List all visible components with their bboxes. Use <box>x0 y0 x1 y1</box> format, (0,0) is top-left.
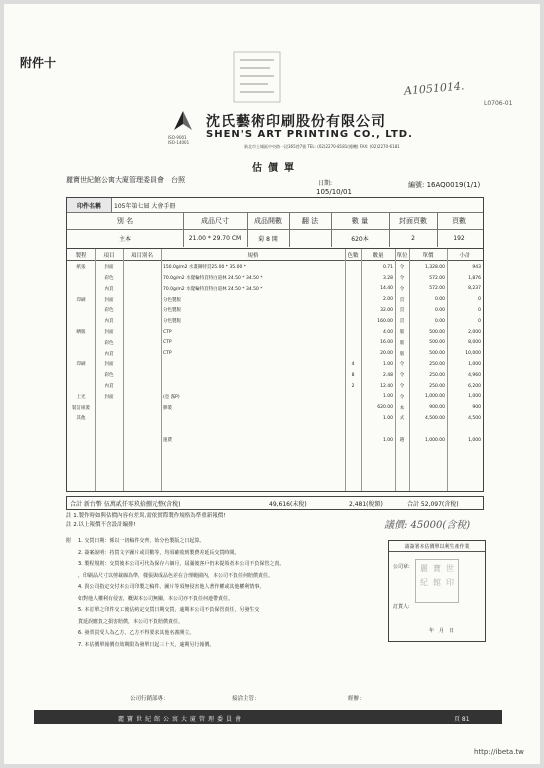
footer-bar <box>34 710 502 724</box>
table-cell: 900.00 <box>429 405 445 411</box>
items-header-cell: 小計 <box>459 252 471 259</box>
job-header-cell: 翻 法 <box>289 213 332 229</box>
term-item: 7. 本估價單報價有效期限為發單日起三十天，逾期另行報價。 <box>78 641 215 648</box>
table-cell <box>125 294 159 305</box>
total-in-words: 合計 新台幣 伍萬貳仟零玖拾捌元整(含稅) <box>70 501 181 508</box>
table-cell <box>125 359 159 370</box>
table-cell: 572.00 <box>429 275 445 281</box>
table-row <box>67 392 483 403</box>
table-cell <box>69 435 93 446</box>
table-row <box>67 413 483 424</box>
job-header-cell: 成品尺寸 <box>183 213 248 229</box>
table-row <box>67 273 483 284</box>
table-cell <box>69 381 93 392</box>
table-cell: 分色製版 <box>163 297 181 303</box>
table-cell <box>97 413 121 424</box>
date-label: 日期: <box>318 180 333 187</box>
job-value-cell: 2 <box>389 230 438 247</box>
table-cell <box>125 327 159 338</box>
table-cell: 封面 <box>104 330 114 336</box>
table-cell <box>125 413 159 424</box>
table-cell <box>347 424 359 435</box>
table-cell: 0.71 <box>382 264 393 270</box>
table-cell: 晒版 <box>76 330 86 336</box>
job-value-cell: 21.00 * 29.70 CM <box>183 230 248 247</box>
table-cell: 900 <box>472 405 481 411</box>
client-name: 麗寶世紀館公寓大廈管理委員會 台照 <box>66 176 185 184</box>
table-cell: 0.00 <box>434 307 445 313</box>
table-cell <box>125 435 159 446</box>
table-cell <box>411 424 445 435</box>
customer-seal-icon <box>415 559 459 603</box>
table-row <box>67 348 483 359</box>
table-cell: 封面 <box>104 362 114 368</box>
table-cell: 令 <box>399 373 405 379</box>
table-cell: 彩色 <box>104 340 114 346</box>
table-cell: 8 <box>351 372 355 378</box>
table-cell: 250.00 <box>429 361 445 367</box>
table-cell: 250.00 <box>429 372 445 378</box>
table-cell: 膠裝 <box>163 405 172 411</box>
job-value-cell: 菊 8 開 <box>247 230 290 247</box>
table-cell: 印刷 <box>76 297 86 303</box>
table-cell: 4.00 <box>382 329 393 335</box>
table-cell: 16.00 <box>380 340 393 346</box>
table-cell: 0 <box>478 307 481 313</box>
table-row <box>67 327 483 338</box>
items-header-cell: 規格 <box>247 252 259 259</box>
table-cell <box>125 284 159 295</box>
table-cell <box>163 370 343 381</box>
table-cell <box>69 348 93 359</box>
items-header-cell: 項目別名 <box>130 252 153 259</box>
table-cell: 封面 <box>104 297 114 303</box>
table-cell: 12.40 <box>380 383 393 389</box>
table-cell <box>97 402 121 413</box>
company-name-zh: 沈氏藝術印刷股份有限公司 <box>206 114 386 130</box>
date-value: 105/10/01 <box>316 188 352 196</box>
table-row <box>67 370 483 381</box>
table-cell: 本 <box>399 405 405 411</box>
table-cell: 70.0g/m2 水覺輪特頁特白道林 24.50 * 34.50 * <box>163 286 263 292</box>
table-cell: 250.00 <box>429 383 445 389</box>
table-cell: 8,237 <box>468 286 481 292</box>
company-address: 新北市土城區中央路一段365巷7號 TEL: (02)2270-8181(總機) FAX: (02)2270-6181 <box>244 144 400 149</box>
handwritten-negotiated-price: 議價: 45000(含稅) <box>384 520 471 531</box>
term-item: 貨延誤應負之損害賠償，本公司不負賠償責任。 <box>78 618 184 625</box>
job-header-cell: 別 名 <box>67 213 184 229</box>
table-cell: 1,876 <box>468 275 481 281</box>
table-cell: 0 <box>478 318 481 324</box>
table-cell: 版 <box>399 330 405 336</box>
table-cell <box>69 273 93 284</box>
table-cell <box>347 348 359 359</box>
table-cell: 分色製版 <box>163 319 181 325</box>
note-2: 註 2.以上報價不含設計編排! <box>66 522 136 528</box>
table-cell: 1.00 <box>382 394 393 400</box>
term-item: 如對他人權利有侵害，概與本公司無關，本公司亦不負任何連帶責任。 <box>78 595 234 602</box>
table-cell: 式 <box>399 416 405 422</box>
seal-char: 印 <box>446 578 454 587</box>
table-cell: 6,200 <box>468 383 481 389</box>
table-cell <box>347 338 359 349</box>
table-cell <box>125 262 159 273</box>
table-row <box>67 435 483 446</box>
seal-char: 紀 <box>420 578 428 587</box>
table-cell <box>69 316 93 327</box>
table-cell: 上光 <box>76 394 86 400</box>
table-cell <box>347 262 359 273</box>
table-cell <box>347 327 359 338</box>
table-cell: 0 <box>478 297 481 303</box>
table-cell: CTP <box>163 351 172 357</box>
table-cell: 內頁 <box>104 286 114 292</box>
table-cell <box>69 284 93 295</box>
table-cell: 1,000.00 <box>424 437 445 443</box>
receipt-stamp-icon <box>232 50 282 104</box>
table-cell: 令 <box>399 384 405 390</box>
table-cell: 內頁 <box>104 384 114 390</box>
table-cell <box>163 424 343 435</box>
term-item: 3. 製程規則：交貨後本公司可代為保存六個月，屆滿後客戶仍未提領者本公司不負保管之責。 <box>78 561 285 567</box>
table-cell <box>347 435 359 446</box>
table-cell: 令 <box>399 394 405 400</box>
table-cell: 0.00 <box>434 297 445 303</box>
table-cell: 70.0g/m2 水覺輪特頁特白道林 24.50 * 34.50 * <box>163 276 263 282</box>
table-cell <box>347 294 359 305</box>
table-cell <box>347 305 359 316</box>
table-cell: 500.00 <box>429 340 445 346</box>
items-header-cell: 單價 <box>422 252 434 259</box>
table-cell <box>125 370 159 381</box>
job-value-cell: 192 <box>453 235 465 242</box>
table-cell: 4,500 <box>468 415 481 421</box>
table-cell: 14.40 <box>380 286 393 292</box>
table-cell <box>69 305 93 316</box>
footer-org: 麗寶世紀館公寓大廈管理委員會 <box>118 716 245 723</box>
seal-char: 世 <box>446 564 454 573</box>
table-row <box>67 359 483 370</box>
table-cell: 1.00 <box>382 415 393 421</box>
table-cell: 封面 <box>104 394 114 400</box>
company-name-en: SHEN'S ART PRINTING CO., LTD. <box>206 129 413 140</box>
table-cell: 500.00 <box>429 351 445 357</box>
table-cell <box>125 392 159 403</box>
table-cell: 572.00 <box>429 286 445 292</box>
table-cell: 彩色 <box>104 308 114 314</box>
table-cell: 1,000 <box>468 394 481 400</box>
table-row <box>67 262 483 273</box>
grand-total: 合計 52,097(含稅) <box>407 501 459 508</box>
table-cell <box>163 413 343 424</box>
term-item: 1. 交貨日期：係以一切稿件交齊，始分色製版之日起算。 <box>78 538 205 544</box>
table-cell: 令 <box>399 265 405 271</box>
job-value-cell: 主本 <box>67 230 184 247</box>
table-cell: 內頁 <box>104 351 114 357</box>
job-value-row <box>67 230 483 247</box>
job-value-cell <box>289 230 332 247</box>
table-cell: 2,000 <box>468 329 481 335</box>
table-row <box>67 316 483 327</box>
table-cell <box>363 424 393 435</box>
table-cell: 1.00 <box>382 361 393 367</box>
table-cell: 20.00 <box>380 351 393 357</box>
document-title: 估價單 <box>252 163 300 174</box>
annex-label: 附件十 <box>20 56 57 70</box>
table-cell: 運費 <box>163 438 172 444</box>
table-cell: 8,000 <box>468 340 481 346</box>
job-info-table <box>66 197 484 249</box>
table-cell <box>347 273 359 284</box>
table-cell: 紙張 <box>76 265 86 271</box>
items-table <box>66 248 484 492</box>
job-header-cell: 數 量 <box>331 213 390 229</box>
handler-sign: 經辦： <box>348 696 365 702</box>
job-header-cell: 頁數 <box>452 217 466 225</box>
table-cell <box>97 435 121 446</box>
term-item: 2. 簽案說明：持貨文字圖片或頁數等，均須確收到製費差延長交貨時間。 <box>78 549 240 556</box>
table-row <box>67 284 483 295</box>
form-code: L0706-01 <box>484 100 513 107</box>
table-cell: 頁 <box>399 297 405 303</box>
table-cell <box>125 305 159 316</box>
job-header-row <box>67 213 483 230</box>
table-cell: 趟 <box>399 438 405 444</box>
table-cell: CTP <box>163 329 172 335</box>
table-cell: 版 <box>399 340 405 346</box>
term-item: 6. 發票買受人為乙方，乙方不得要求其他名義開立。 <box>78 630 195 636</box>
note-1: 註 1.製作時如與估價內容有差異,需依實際製作規格為準重新報價! <box>66 513 226 519</box>
table-cell <box>347 316 359 327</box>
term-item: ，印刷品尺寸以剪裁線為準，樣張與成品色差在合理範圍內，本公司不負任何賠償責任。 <box>78 572 274 579</box>
term-item: 5. 本訂單之印件交工後佔約定交貨日期交貨，逾期本公司不負保管責任，另發生交 <box>78 607 260 613</box>
term-item: 4. 貴公司指定交付本公司印製之稿件、圖片等須無侵害他人著作權或其他權利情事， <box>78 584 265 590</box>
table-row <box>67 294 483 305</box>
table-cell: 32.00 <box>380 307 393 313</box>
table-cell: 1.00 <box>382 437 393 443</box>
table-cell: 1,000 <box>468 437 481 443</box>
table-cell: 4,960 <box>468 372 481 378</box>
table-cell <box>347 284 359 295</box>
table-cell <box>397 424 407 435</box>
job-header-cell: 封面頁數 <box>389 213 438 229</box>
items-header-cell: 數量 <box>372 252 384 259</box>
table-cell: 令 <box>399 286 405 292</box>
table-cell <box>97 424 121 435</box>
table-cell <box>125 273 159 284</box>
table-cell: 頁 <box>399 308 405 314</box>
table-cell: 封面 <box>104 265 114 271</box>
table-row <box>67 305 483 316</box>
table-cell: 150.0g/m2 水畫銅特頁25.00 * 35.00 * <box>163 265 246 271</box>
quotation-page: 附件十 A1051014. L0706-01 沈氏藝術印刷股份有限公司 SHEN'S ART PRINTING CO., LTD. ISO-9001 ISO-14001 新北市土城區中央路一段365巷7號 TEL: (02)2270-8181(總機) FAX: (02)2270-6181 估價單 麗寶世紀館公寓大廈管理委員會 台照 日期: 105/10/01 編號: 16AQ0019(1/1) 印件名稱 105年第七屆 大會手冊 別 名 成品尺寸 成品開數 翻 法 數 量 封面頁數 頁數 主本 21.00 * 29.70 CM 菊 8 開 620本 2 192 製程 項目 項目別名 規格 色數 數量 單位 單價 小計 紙張 封面 150.0g/m2 水畫銅特頁25.00 * 35.00 * 0.71 令 1,328.00 943 彩色 70.0g/m2 水覺輪特頁特白道林 24.50 * 34.50 * 3.28 令 572.00 1,876 內頁 70.0g/m2 水覺輪特頁特白道林 24.50 * 34.50 * 14.40 令 572.00 8,237 印刷 封面 分色製版 2.00 頁 0.00 0 彩色 分色製版 32.00 頁 0.00 0 內頁 分色製版 160.00 頁 0.00 0 晒版 封面 CTP 4.00 版 500.00 2,000 彩色 CTP 16.00 版 500.00 8,000 內頁 CTP 20.00 版 500.00 10,000 印刷 封面 4 1.00 令 250.00 1,000 彩色 8 2.48 令 250.00 4,960 內頁 2 12.40 令 250.00 6,200 上光 封面 (亞 霧P) 1.00 令 1,000.00 1,000 裝訂組裝 膠裝 620.00 本 900.00 900 其他 1.00 式 4,500.00 4,500 運費 1.00 趟 1,000.00 1,000 合計 新台幣 伍萬貳仟零玖拾捌元整(含稅) 49,616(未稅) 2,481(稅額) 合計 52,097(含稅) 註 1.製作時如與估價內容有差異,需依實際製作規格為準重新報價! 註 2.以上報價不含設計編排! 議價: 45000(含稅) 附 1. 交貨日期：係以一切稿件交齊，始分色製版之日起算。 2. 簽案說明：持貨文字圖片或頁數等，均須確收到製費差延長交貨時間。 3. 製程規則：交貨後本公司可代為保存六個月，屆滿後客戶仍未提領者本公司不負保管之責。 ，印刷品尺寸以剪裁線為準，樣張與成品色差在合理範圍內，本公司不負任何賠償責任。 4. 貴公司指定交付本公司印製之稿件、圖片等須無侵害他人著作權或其他權利情事， 如對他人權利有侵害，概與本公司無關，本公司亦不負任何連帶責任。 5. 本訂單之印件交工後佔約定交貨日期交貨，逾期本公司不負保管責任，另發生交 貨延誤應負之損害賠償，本公司不負賠償責任。 6. 發票買受人為乙方，乙方不得要求其他名義開立。 7. 本估價單報價有效期限為發單日起三十天，逾期另行報價。 請簽署本估價單以利生產作業 公司章: 麗 寶 世 紀 館 印 訂貨人: 年 月 日 公司行銷部專： 接洽主管： 經辦： 麗寶世紀館公寓大廈管理委員會 頁 81 http://ibeta.tw <box>4 4 540 764</box>
table-cell <box>125 424 159 435</box>
watermark: http://ibeta.tw <box>474 748 524 756</box>
footer-page: 頁 81 <box>454 716 470 723</box>
table-cell: 2.48 <box>382 372 393 378</box>
items-header-cell: 項目 <box>103 252 115 259</box>
items-header-cell: 製程 <box>75 252 87 259</box>
marketing-manager-sign: 公司行銷部專： <box>130 696 169 702</box>
table-cell: 裝訂組裝 <box>72 405 90 411</box>
table-cell: 160.00 <box>377 318 393 324</box>
table-cell: 620.00 <box>377 405 393 411</box>
table-cell: (亞 霧P) <box>163 394 180 400</box>
table-cell <box>125 402 159 413</box>
serial-number: 編號: 16AQ0019(1/1) <box>408 181 481 189</box>
table-cell: CTP <box>163 340 172 346</box>
items-header-row <box>67 249 483 261</box>
table-cell <box>449 424 481 435</box>
table-cell <box>69 370 93 381</box>
table-row <box>67 402 483 413</box>
table-cell: 令 <box>399 362 405 368</box>
table-cell: 3.28 <box>382 275 393 281</box>
table-cell: 2.00 <box>382 297 393 303</box>
company-logo-icon <box>172 110 194 132</box>
table-cell <box>69 338 93 349</box>
table-cell <box>125 381 159 392</box>
table-cell: 2 <box>351 383 355 389</box>
table-cell: 分色製版 <box>163 308 181 314</box>
handwritten-number: A1051014. <box>403 79 465 98</box>
subtotal-amount: 49,616(未稅) <box>269 501 307 508</box>
table-row <box>67 381 483 392</box>
table-cell: 彩色 <box>104 373 114 379</box>
table-cell: 1,000.00 <box>424 394 445 400</box>
iso-certification: ISO-9001 ISO-14001 <box>168 135 190 145</box>
table-cell: 10,000 <box>465 351 481 357</box>
job-header-cell: 成品開數 <box>247 213 290 229</box>
job-name-row: 印件名稱 105年第七屆 大會手冊 <box>67 198 483 213</box>
seal-char: 館 <box>433 578 441 587</box>
tax-amount: 2,481(稅額) <box>349 501 383 508</box>
table-cell: 4,500.00 <box>424 415 445 421</box>
seal-char: 麗 <box>420 564 428 573</box>
table-cell: 令 <box>399 276 405 282</box>
table-row <box>67 338 483 349</box>
table-row <box>67 424 483 435</box>
items-header-cell: 色數 <box>347 252 359 259</box>
table-cell <box>163 381 343 392</box>
customer-sign-box: 請簽署本估價單以利生產作業 公司章: 麗 寶 世 紀 館 印 訂貨人: 年 月 日 <box>388 540 486 642</box>
job-value-cell: 620本 <box>331 230 390 247</box>
total-row <box>66 496 484 510</box>
table-cell <box>69 424 93 435</box>
table-cell: 4 <box>351 361 355 367</box>
table-cell: 1,328.00 <box>424 264 445 270</box>
table-cell <box>347 413 359 424</box>
table-cell <box>347 402 359 413</box>
table-cell: 版 <box>399 351 405 357</box>
table-cell: 1,000 <box>468 361 481 367</box>
table-cell: 500.00 <box>429 329 445 335</box>
table-cell <box>125 338 159 349</box>
table-cell <box>347 392 359 403</box>
items-header-cell: 單位 <box>396 252 408 259</box>
table-cell: 943 <box>472 264 481 270</box>
table-cell <box>125 316 159 327</box>
table-cell <box>125 348 159 359</box>
agent-sign: 接洽主管： <box>232 696 260 702</box>
table-cell: 其他 <box>76 416 86 422</box>
table-cell: 0.00 <box>434 318 445 324</box>
table-cell: 彩色 <box>104 276 114 282</box>
table-cell: 頁 <box>399 319 405 325</box>
table-cell <box>163 359 343 370</box>
table-cell: 印刷 <box>76 362 86 368</box>
seal-char: 寶 <box>433 564 441 573</box>
table-cell: 內頁 <box>104 319 114 325</box>
